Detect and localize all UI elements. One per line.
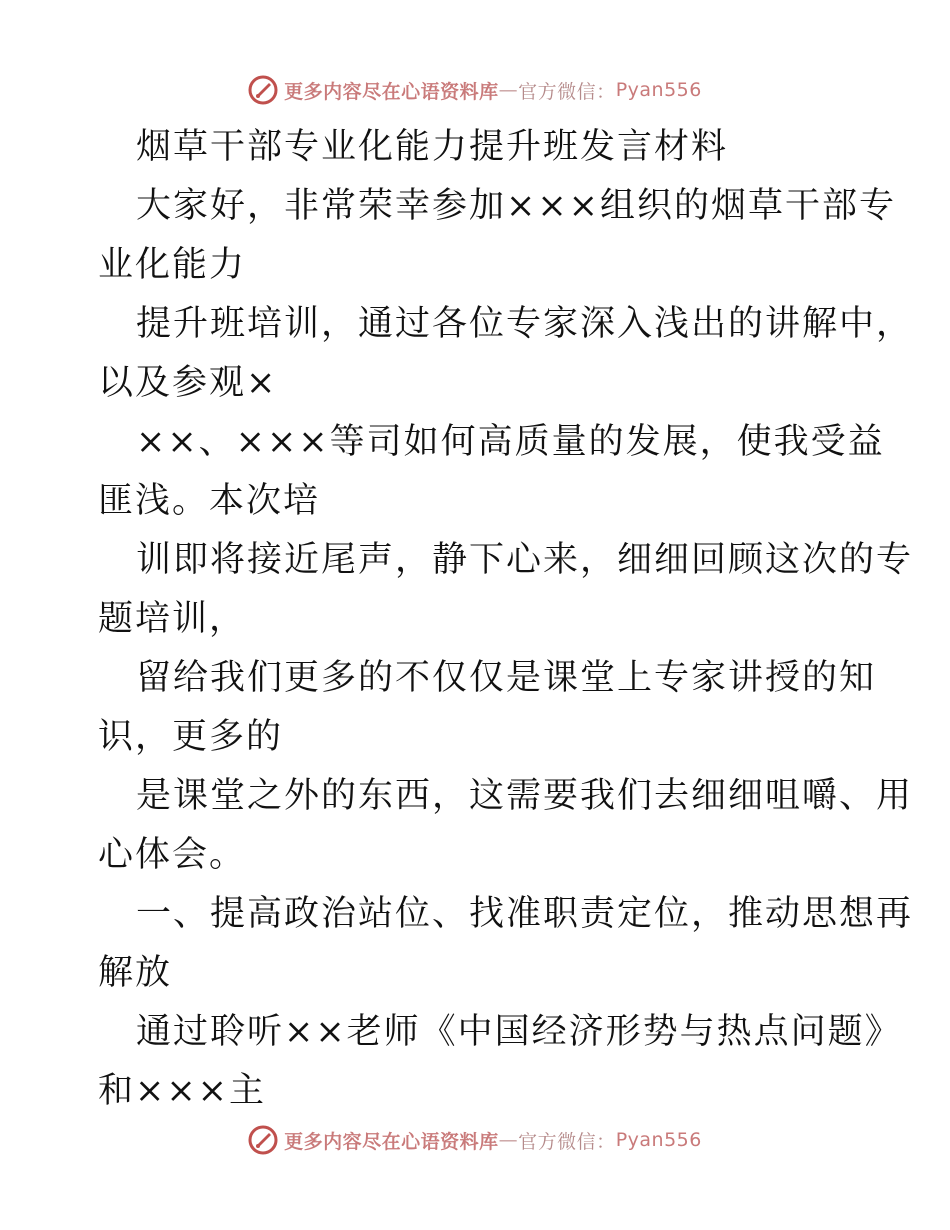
watermark-wechat-id: Pyan556 [615,79,702,101]
watermark-dash: — [498,1129,519,1151]
watermark-wechat-label: 官方微信： [518,80,616,103]
text-line: 通过聆听××老师《中国经济形势与热点问题》 [136,1012,902,1052]
watermark-dash: — [498,79,519,101]
text-line: ××、×××等司如何高质量的发展，使我受益 [136,422,885,462]
text-line: 大家好，非常荣幸参加×××组织的烟草干部专 [136,186,896,226]
text-line: 题培训， [98,599,247,639]
text-line: 是课堂之外的东西，这需要我们去细细咀嚼、用 [136,776,914,816]
brand-logo-icon [248,75,278,105]
watermark-brand: 更多内容尽在心语资料库 [284,1130,499,1153]
document-title: 烟草干部专业化能力提升班发言材料 [136,127,729,167]
text-line: 训即将接近尾声，静下心来，细细回顾这次的专 [136,540,914,580]
watermark-wechat-id: Pyan556 [615,1129,702,1151]
text-line: 识，更多的 [98,717,284,757]
watermark-brand: 更多内容尽在心语资料库 [284,80,499,103]
text-line: 解放 [98,953,173,993]
brand-logo-icon [248,1125,278,1155]
text-line: 提升班培训，通过各位专家深入浅出的讲解中， [136,304,914,344]
watermark-text [284,1127,702,1154]
text-line: 业化能力 [98,245,247,285]
document-body [98,118,914,1121]
text-line: 心体会。 [98,835,247,875]
header-watermark [0,70,950,110]
text-line: 和×××主 [98,1071,266,1111]
watermark-wechat-label: 官方微信： [518,1130,616,1153]
watermark-text [284,77,702,104]
text-line: 匪浅。本次培 [98,481,321,521]
text-line: 以及参观× [98,363,278,403]
text-line: 留给我们更多的不仅仅是课堂上专家讲授的知 [136,658,877,698]
section-heading: 一、提高政治站位、找准职责定位，推动思想再 [136,894,914,934]
footer-watermark [0,1120,950,1160]
